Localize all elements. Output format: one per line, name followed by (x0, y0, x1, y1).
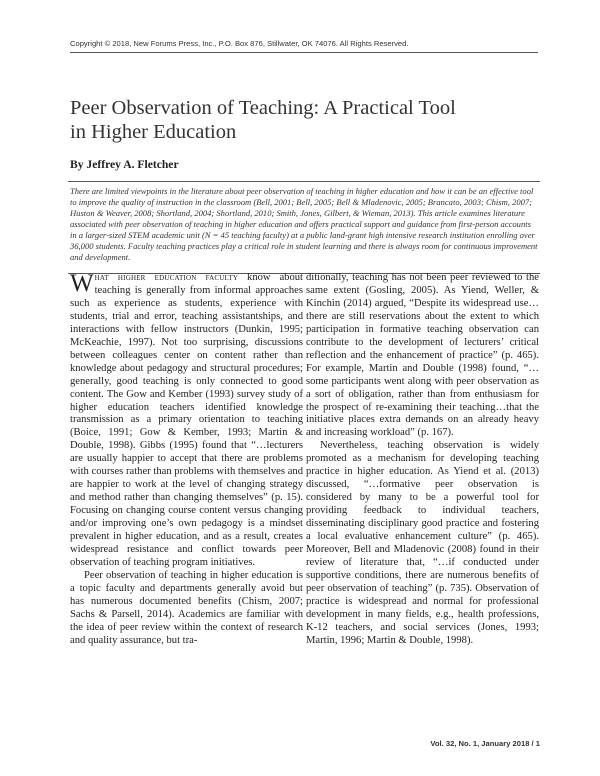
body-paragraph: Peer observation of teaching in higher education is a topic faculty and departments generally avoid but has numerous documented benefits (Chism, 2007; Sachs & Parsell, 2014). Academics are familiar with the idea of peer review within the context of research and quality assurance, but tra- (70, 569, 303, 646)
header-rule (70, 52, 538, 53)
title-line-2: in Higher Education (70, 121, 237, 143)
paragraph-text: know about teaching is generally from informal approaches such as experience as students, experience with students, trial and error, teaching assistantships, and interactions with fellow instructors (Dunkin, 1995; McKeachie, 1997). Not too surprising, discussions between colleagues center on content rather than knowledge about pedagogy and structural procedures; generally, good teaching is only connected to good content. The Gow and Kember (1993) survey study of higher education teachers identified knowledge transmission as a primary orientation to teaching (Boice, 1991; Gow & Kember, 1993; Martin & Double, 1998). Gibbs (1995) found that “…lecturers are usually happier to accept that there are problems with courses rather than problems with themselves and are happier to work at the level of changing strategy and method rather than changing themselves” (p. 15). Focusing on changing course content versus changing and/or improving one’s own pedagogy is a mindset prevalent in higher education, and as a result, creates widespread resistance and conflict towards peer observation of teaching program initiatives. (70, 272, 303, 568)
lead-in: hat higher education faculty (94, 272, 239, 283)
abstract: There are limited viewpoints in the literature about peer observation of teaching in higher education and how it can be an effective tool to improve the quality of instruction in the classroom (Bell, 2001; Bell, 2005; Bell & Mladenovic, 2005; Brancato, 2003; Chism, 2007; Huston & Weaver, 2008; Shortland, 2004; Shortland, 2010; Smith, Jones, Gilbert, & Wieman, 2013). This article examines literature associated with peer observation of teaching in higher education and offers practical support and guidance from first-person accounts in a larger-sized STEM academic unit (N = 45 teaching faculty) at a public land-grant high intensive research institution enrolling over 36,000 students. Faculty teaching practices play a critical role in student learning and there is always room for continuous improvement and development. (70, 186, 538, 262)
title-line-1: Peer Observation of Teaching: A Practical Tool (70, 97, 456, 119)
article-title (70, 96, 540, 144)
issue-footer: Vol. 32, No. 1, January 2018 / 1 (430, 739, 540, 748)
author-byline: By Jeffrey A. Fletcher (70, 158, 179, 171)
body-paragraph: Nevertheless, teaching observation is widely promoted as a mechanism for developing teaching practice in higher education. As Yiend et al. (2013) discussed, “…formative peer observation is considered by many to be a powerful tool for providing feedback to individual teachers, disseminating disciplinary good practice and fostering a local evaluative enhancement culture” (p. 465). Moreover, Bell and Mladenovic (2008) found in their review of literature that, “…if conducted under supportive conditions, there are numerous benefits of peer observation of teaching” (p. 735). Observation of practice is widespread and normal for professional development in many fields, e.g., health professions, K-12 teachers, and social services (Jones, 1993; Martin, 1996; Martin & Double, 1998). (306, 440, 539, 646)
copyright-notice: Copyright © 2018, New Forums Press, Inc., P.O. Box 876, Stillwater, OK 74076. All Rights Reserved. (70, 39, 409, 48)
body-column-left (70, 272, 303, 648)
body-paragraph: ditionally, teaching has not been peer reviewed to the same extent (Gosling, 2005). As Yiend, Weller, & Kinchin (2014) argued, “Despite its widespread use…there are still reservations about the extent to which participation in formative teaching observation can contribute to the development of lecturers’ critical reflection and the enhancement of practice” (p. 465). For example, Martin and Double (1998) found, “… some participants went along with peer observation as a sort of obligation, rather than from enthusiasm for the prospect of re-examining their teaching…that the initiative places extra demands on an already heavy and increasing workload” (p. 167). (306, 272, 539, 439)
body-paragraph (70, 272, 303, 570)
drop-cap: W (70, 270, 94, 297)
body-column-right (306, 272, 539, 648)
